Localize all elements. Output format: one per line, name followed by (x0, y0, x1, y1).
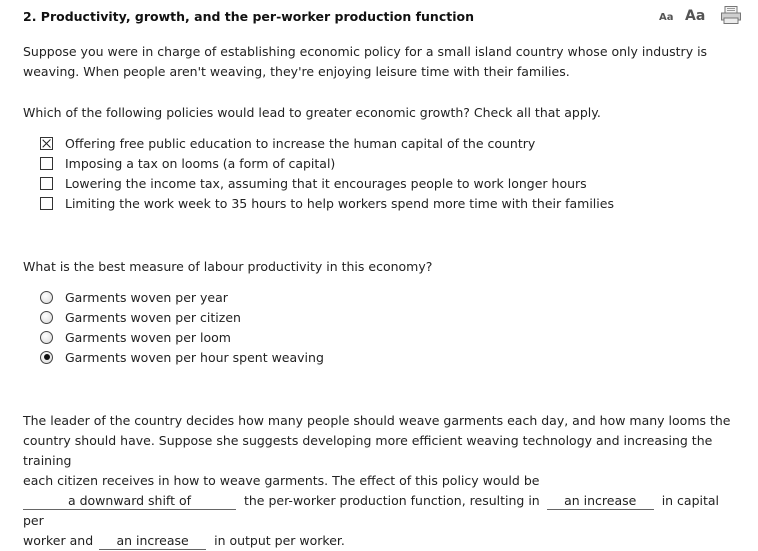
q2-option-4-label: Garments woven per hour spent weaving (65, 349, 324, 365)
font-size-small-button[interactable]: Aa (659, 12, 674, 23)
q3-paragraph (23, 411, 738, 551)
q2-option-2-label: Garments woven per citizen (65, 309, 241, 325)
q1-option-1[interactable] (40, 134, 535, 152)
output-dropdown[interactable]: an increase (99, 533, 206, 550)
q2-option-1-label: Garments woven per year (65, 289, 228, 305)
radio-button[interactable] (40, 311, 53, 324)
intro-line-2: weaving. When people aren't weaving, they're enjoying leisure time with their families. (23, 64, 570, 79)
q3-text-c: worker and (23, 533, 94, 548)
intro-paragraph (23, 42, 738, 82)
q3-line-5 (23, 531, 738, 551)
q2-option-1[interactable] (40, 288, 228, 306)
radio-button[interactable] (40, 291, 53, 304)
font-size-large-button[interactable]: Aa (685, 8, 706, 24)
intro-line-1: Suppose you were in charge of establishing economic policy for a small island country whose only industry is (23, 44, 708, 59)
q1-option-1-label: Offering free public education to increase the human capital of the country (65, 135, 536, 151)
capital-dropdown[interactable]: an increase (547, 493, 654, 510)
q3-line-1: The leader of the country decides how many people should weave garments each day, and how many looms the (23, 413, 731, 428)
checkbox-checked[interactable] (40, 137, 53, 150)
q2-option-4[interactable] (40, 348, 324, 366)
q3-line-4 (23, 491, 738, 531)
q1-option-3-label: Lowering the income tax, assuming that it encourages people to work longer hours (65, 175, 587, 191)
q3-text-a: the per-worker production function, resulting in (243, 493, 540, 508)
q3-text-b: in capital per (23, 493, 720, 528)
shift-dropdown[interactable]: a downward shift of (23, 493, 236, 510)
q1-option-4-label: Limiting the work week to 35 hours to help workers spend more time with their families (65, 195, 614, 211)
q3-text-d: in output per worker. (214, 533, 345, 548)
q2-prompt: What is the best measure of labour productivity in this economy? (23, 259, 433, 274)
q3-line-3: each citizen receives in how to weave garments. The effect of this policy would be (23, 473, 540, 488)
print-icon[interactable] (721, 6, 741, 24)
q1-option-2-label: Imposing a tax on looms (a form of capital) (65, 155, 336, 171)
q1-prompt: Which of the following policies would lead to greater economic growth? Check all that apply. (23, 105, 601, 120)
checkbox[interactable] (40, 157, 53, 170)
q2-option-3[interactable] (40, 328, 231, 346)
radio-button-selected[interactable] (40, 351, 53, 364)
q1-option-2[interactable] (40, 154, 335, 172)
radio-button[interactable] (40, 331, 53, 344)
q2-option-3-label: Garments woven per loom (65, 329, 231, 345)
q3-line-2: country should have. Suppose she suggests developing more efficient weaving technology and increasing the training (23, 433, 713, 468)
question-title: 2. Productivity, growth, and the per-worker production function (23, 9, 474, 24)
q1-option-3[interactable] (40, 174, 587, 192)
checkbox[interactable] (40, 197, 53, 210)
q2-option-2[interactable] (40, 308, 241, 326)
q1-option-4[interactable] (40, 194, 614, 212)
checkbox[interactable] (40, 177, 53, 190)
